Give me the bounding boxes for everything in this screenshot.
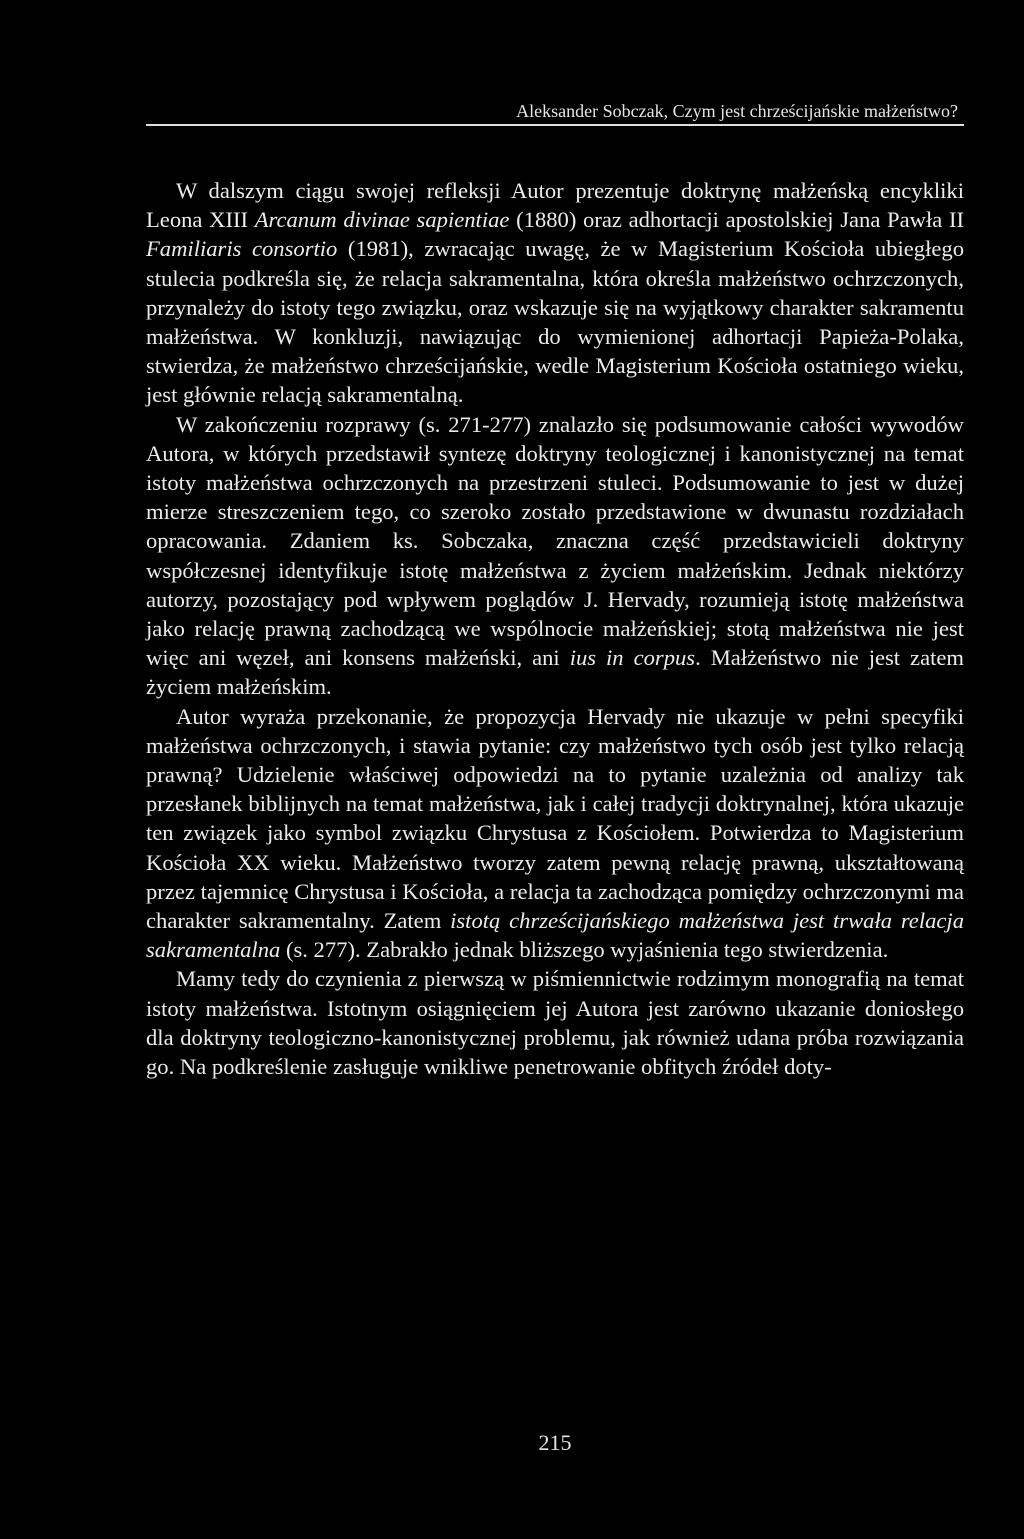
document-page (146, 0, 964, 1539)
header-rule (146, 124, 964, 126)
body-text (146, 176, 964, 1081)
paragraph-1-italic-title-1: Arcanum divinae sapientiae (254, 207, 510, 233)
paragraph-1 (146, 176, 964, 410)
paragraph-1-text-a: W dalszym ciągu swojej refleksji Autor prezentuje doktrynę małżeńską encykliki Leona XIII (146, 178, 964, 233)
paragraph-4-text-a: Mamy tedy do czynienia z pierwszą w piśmiennictwie rodzimym monografią na temat istoty małżeństwa. Istotnym osiągnięciem jej Autora jest zarówno ukazanie doniosłego dla doktryny teologiczno-kanonistycznej problemu, jak również udana próba rozwiązania go. Na podkreślenie zasługuje wnikliwe penetrowanie obfitych źródeł doty- (146, 966, 964, 1080)
paragraph-2 (146, 410, 964, 702)
page-number: 215 (538, 1430, 572, 1455)
running-header: Aleksander Sobczak, Czym jest chrześcijańskie małżeństwo? (516, 101, 958, 121)
paragraph-3-italic-thesis: istotą chrześcijańskiego małżeństwa jest trwała relacja sakramentalna (146, 908, 964, 963)
paragraph-4 (146, 964, 964, 1081)
paragraph-3-text-a: Autor wyraża przekonanie, że propozycja Hervady nie ukazuje w pełni specyfiki małżeństwa ochrzczonych, i stawia pytanie: czy małżeństwo tych osób jest tylko relacją prawną? Udzielenie właściwej odpowiedzi na to pytanie uzależnia od analizy tak przesłanek biblijnych na temat małżeństwa, jak i całej tradycji doktrynalnej, która ukazuje ten związek jako symbol związku Chrystusa z Kościołem. Potwierdza to Magisterium Kościoła XX wieku. Małżeństwo tworzy zatem pewną relację prawną, ukształtowaną przez tajemnicę Chrystusa i Kościoła, a relacja ta zachodząca pomiędzy ochrzczonymi ma charakter sakramentalny. Zatem (146, 703, 964, 934)
paragraph-3 (146, 702, 964, 965)
paragraph-2-text-c: . Małżeństwo nie jest zatem życiem małżeńskim. (146, 645, 964, 700)
paragraph-1-text-c: (1880) oraz adhortacji apostolskiej Jana Pawła II (509, 207, 964, 233)
paragraph-2-italic-term: ius in corpus (569, 645, 696, 671)
paragraph-1-italic-title-2: Familiaris consortio (146, 236, 338, 262)
paragraph-3-text-c: (s. 277). Zabrakło jednak bliższego wyjaśnienia tego stwierdzenia. (280, 937, 889, 963)
paragraph-1-text-e: (1981), zwracając uwagę, że w Magisterium Kościoła ubiegłego stulecia podkreśla się, że relacja sakramentalna, która określa małżeństwo ochrzczonych, przynależy do istoty tego związku, oraz wskazuje się na wyjątkowy charakter sakramentu małżeństwa. W konkluzji, nawiązując do wymienionej adhortacji Papieża-Polaka, stwierdza, że małżeństwo chrześcijańskie, wedle Magisterium Kościoła ostatniego wieku, jest głównie relacją sakramentalną. (146, 236, 964, 408)
paragraph-2-text-a: W zakończeniu rozprawy (s. 271-277) znalazło się podsumowanie całości wywodów Autora, w których przedstawił syntezę doktryny teologicznej i kanonistycznej na temat istoty małżeństwa ochrzczonych na przestrzeni stuleci. Podsumowanie to jest w dużej mierze streszczeniem tego, co szeroko zostało przedstawione w dwunastu rozdziałach opracowania. Zdaniem ks. Sobczaka, znaczna część przedstawicieli doktryny współczesnej identyfikuje istotę małżeństwa z życiem małżeńskim. Jednak niektórzy autorzy, pozostający pod wpływem poglądów J. Hervady, rozumieją istotę małżeństwa jako relację prawną zachodzącą we wspólnocie małżeńskiej; stotą małżeństwa nie jest więc ani węzeł, ani konsens małżeński, ani (146, 411, 964, 671)
